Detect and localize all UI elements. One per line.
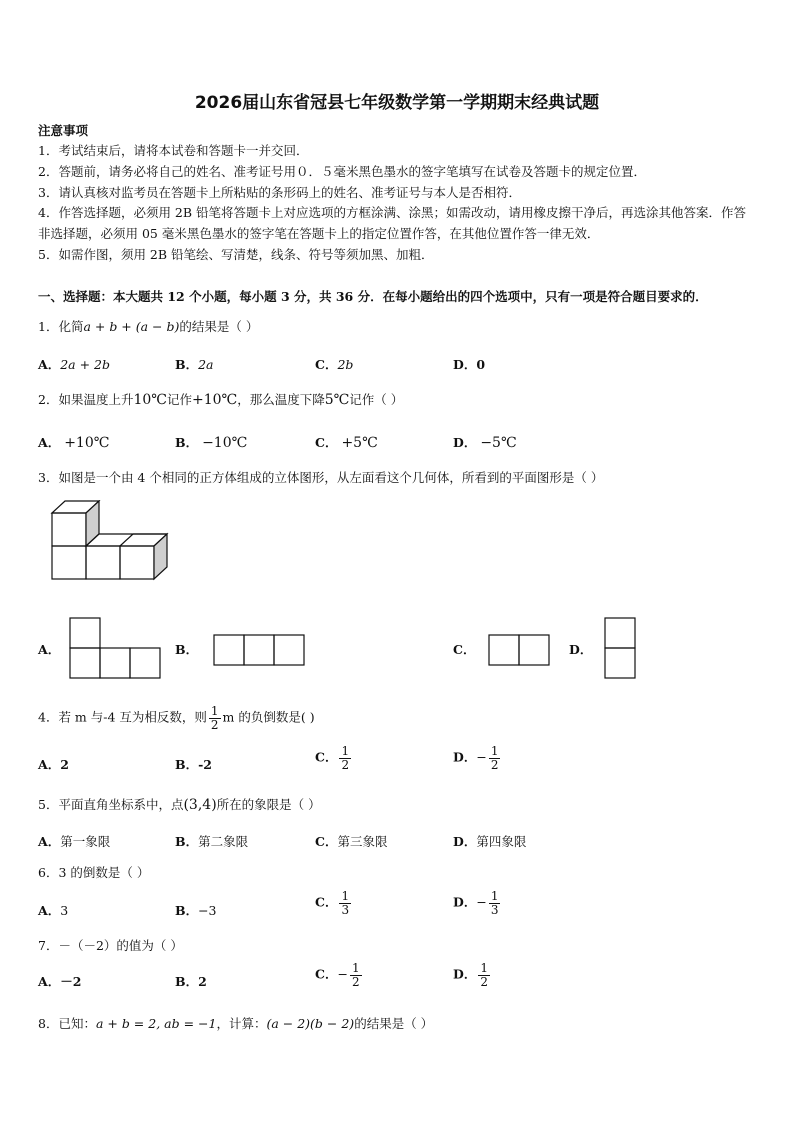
question-3: 3．如图是一个由 4 个相同的正方体组成的立体图形，从左面看这个几何体，所看到的平面图形是（ ） [38, 470, 604, 485]
notice-item-3: 3．请认真核对监考员在答题卡上所粘贴的条形码上的姓名、准考证号与本人是否相符． [38, 185, 521, 200]
q5-option-b[interactable]: B．第二象限 [175, 834, 249, 849]
math-expression: a + b + (a − b) [83, 319, 180, 334]
section-heading: 一、选择题：本大题共 12 个小题，每小题 3 分，共 36 分．在每小题给出的四个选项中，只有一项是符合题目要求的． [38, 289, 708, 304]
question-5: 5．平面直角坐标系中，点(3,4)所在的象限是（ ） [38, 797, 321, 813]
question-1 [38, 317, 258, 335]
q2-option-b[interactable]: B． −10℃ [175, 435, 248, 451]
cube-solid-figure [48, 500, 173, 584]
fraction: $\frac{1}{2}$ [210, 704, 219, 732]
q7-option-d[interactable]: D． $\frac{1}{2}$ [453, 961, 488, 989]
q5-option-c[interactable]: C．第三象限 [315, 834, 388, 849]
q3-option-a-figure [69, 617, 162, 679]
q4-option-a[interactable]: A．2 [38, 757, 69, 772]
q3-option-a[interactable]: A． [38, 642, 61, 657]
q2-option-a[interactable]: A． +10℃ [38, 435, 110, 451]
q4-option-b[interactable]: B．-2 [175, 757, 212, 772]
question-8: 8．已知：a + b = 2, ab = −1，计算：(a − 2)(b − 2)的结果是（ ） [38, 1016, 434, 1031]
q5-option-a[interactable]: A．第一象限 [38, 834, 111, 849]
q2-option-c[interactable]: C． +5℃ [315, 435, 378, 451]
q7-option-b[interactable]: B．2 [175, 974, 207, 989]
page-title: 2026届山东省冠县七年级数学第一学期期末经典试题 [194, 93, 600, 113]
notice-item-5: 5．如需作图，须用 2B 铅笔绘、写清楚，线条、符号等须加黑、加粗． [38, 247, 434, 262]
q4-option-d[interactable]: D．− $\frac{1}{2}$ [453, 744, 499, 772]
q6-option-c[interactable]: C． $\frac{1}{3}$ [315, 889, 350, 917]
q1-option-b[interactable]: B．2a [175, 357, 214, 372]
q3-option-c[interactable]: C． [453, 642, 476, 657]
q6-option-d[interactable]: D．− $\frac{1}{3}$ [453, 889, 499, 917]
q3-option-b[interactable]: B． [175, 642, 199, 657]
question-6: 6．3 的倒数是（ ） [38, 865, 150, 880]
q6-option-a[interactable]: A．3 [38, 903, 69, 918]
q6-option-b[interactable]: B．−3 [175, 903, 217, 918]
notice-heading: 注意事项 [38, 123, 89, 138]
q3-option-c-figure [488, 634, 550, 666]
q1-option-d[interactable]: D．0 [453, 357, 486, 372]
question-4: 4．若 m 与-4 互为相反数，则 $\frac{1}{2}$ m 的负倒数是( ) [38, 704, 315, 732]
q4-option-c[interactable]: C． $\frac{1}{2}$ [315, 744, 350, 772]
question-7: 7．－（－2）的值为（ ） [38, 938, 183, 953]
q7-option-c[interactable]: C．− $\frac{1}{2}$ [315, 961, 360, 989]
q3-option-d-figure [604, 617, 636, 679]
notice-item-1: 1．考试结束后，请将本试卷和答题卡一并交回． [38, 143, 309, 158]
q3-option-d[interactable]: D． [569, 642, 593, 657]
notice-item-4: 4．作答选择题，必须用 2B 铅笔将答题卡上对应选项的方框涂满、涂黑；如需改动，请用橡皮擦干净后，再选涂其他答案．作答非选择题，必须用 05 毫米黑色墨水的签字笔在答题卡上的指定位置作答，在其他位置作答一律无效． [38, 205, 747, 241]
question-text: 的结果是（ ） [179, 319, 259, 334]
question-text: 1．化简 [38, 319, 84, 334]
q1-option-a[interactable]: A．2a + 2b [38, 357, 110, 372]
q7-option-a[interactable]: A．－2 [38, 974, 82, 989]
q1-option-c[interactable]: C．2b [315, 357, 354, 372]
q5-option-d[interactable]: D．第四象限 [453, 834, 527, 849]
question-2: 2．如果温度上升10℃记作+10℃，那么温度下降5℃记作（ ） [38, 392, 404, 408]
q2-option-d[interactable]: D． −5℃ [453, 435, 517, 451]
notice-item-2: 2．答题前，请务必将自己的姓名、准考证号用０．５毫米黑色墨水的签字笔填写在试卷及答题卡的规定位置． [38, 164, 646, 179]
q3-option-b-figure [213, 634, 305, 666]
